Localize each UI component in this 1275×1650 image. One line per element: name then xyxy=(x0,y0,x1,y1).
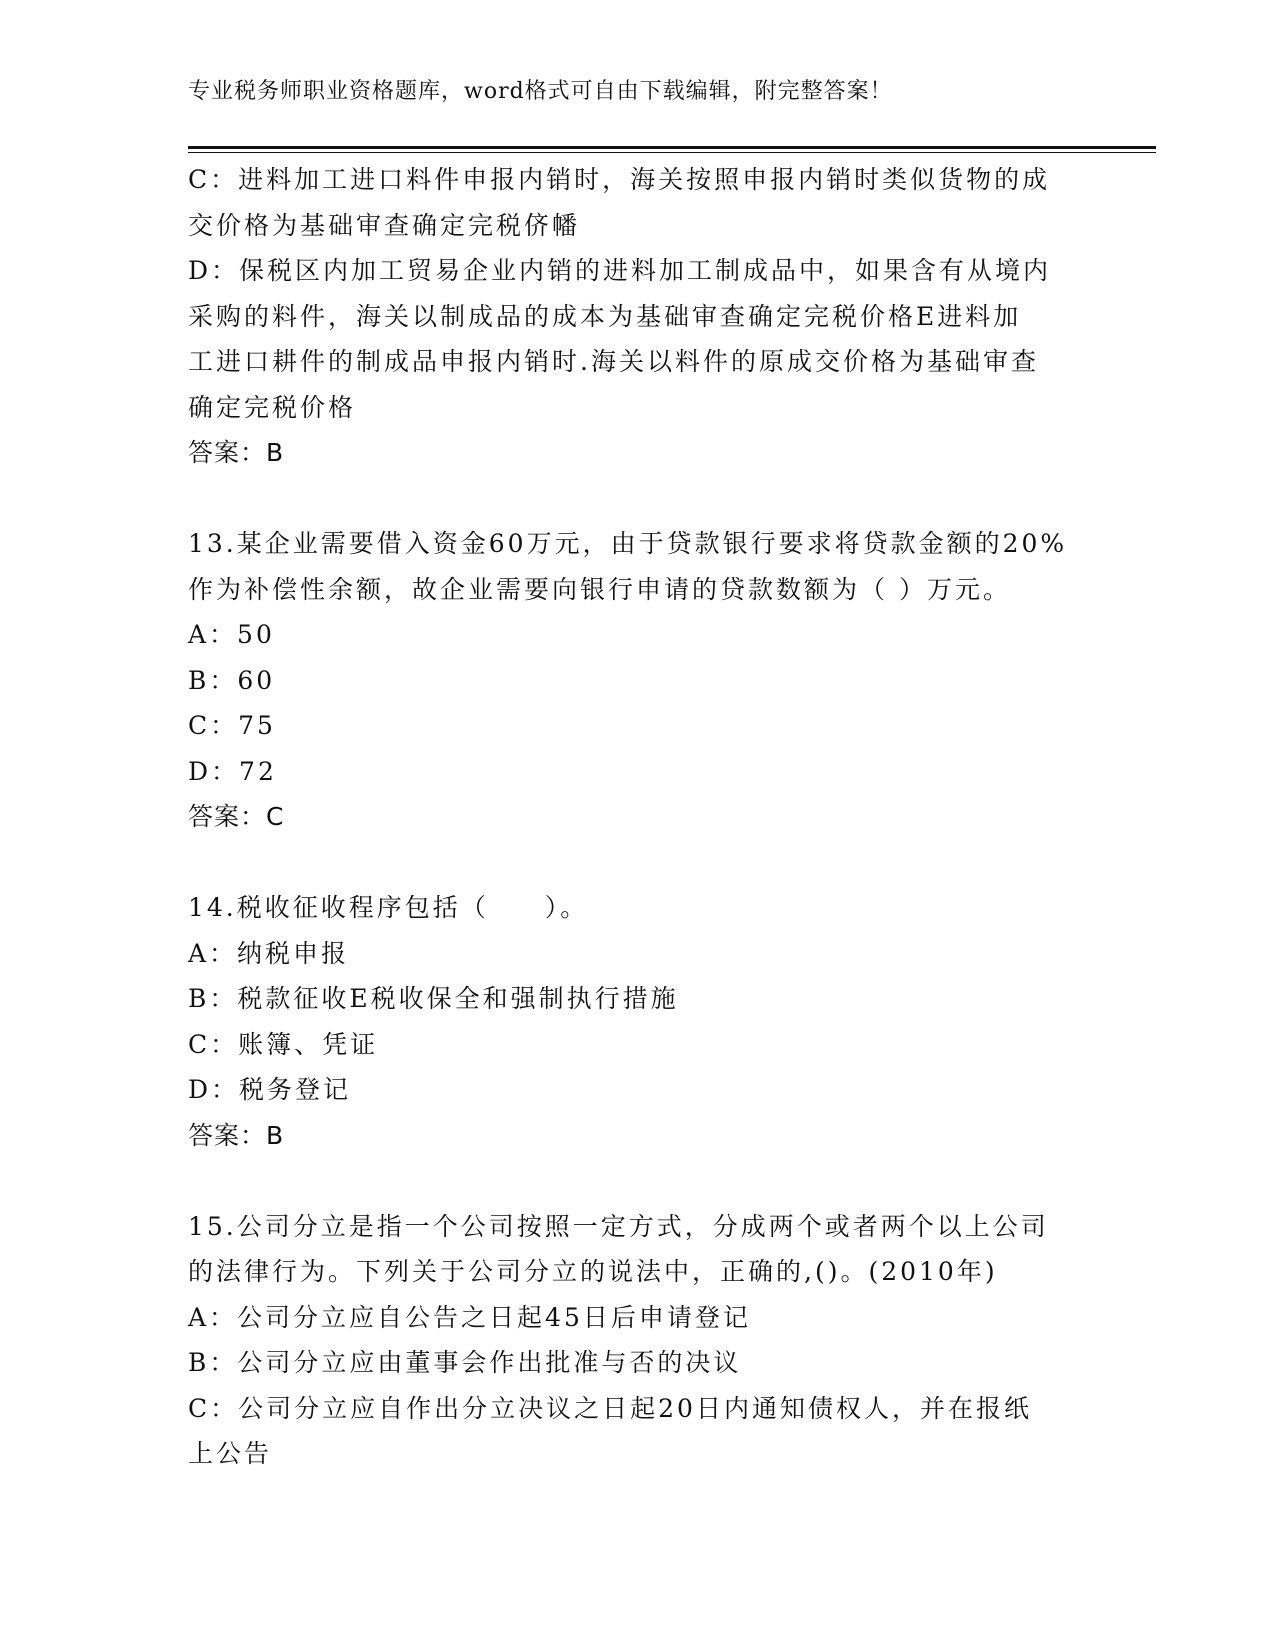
q13-option-b: B：60 xyxy=(188,665,276,695)
q12-option-d-line4: 确定完税价格 xyxy=(188,392,357,422)
spacer xyxy=(188,1158,1088,1204)
q13-stem-line1: 13.某企业需要借入资金60万元，由于贷款银行要求将贷款金额的20% xyxy=(188,529,1068,558)
q13-stem-line2: 作为补偿性余额，故企业需要向银行申请的贷款数额为（ ）万元。 xyxy=(188,574,1011,604)
spacer xyxy=(188,840,1088,886)
q15-option-b: B：公司分立应由董事会作出批准与否的决议 xyxy=(188,1348,742,1377)
q15-option-c-line1: C：公司分立应自作出分立决议之日起20日内通知债权人，并在报纸 xyxy=(188,1393,1032,1423)
q15-stem-line2: 的法律行为。下列关于公司分立的说法中，正确的,()。(2010年) xyxy=(188,1257,998,1286)
q13-option-c: C：75 xyxy=(188,711,276,740)
q14-option-d: D：税务登记 xyxy=(188,1075,352,1104)
q14-option-a: A：纳税申报 xyxy=(188,938,350,968)
q12-answer: 答案：B xyxy=(188,438,285,467)
q14-option-c: C：账簿、凭证 xyxy=(188,1029,379,1059)
q12-option-d-line2: 采购的料件，海关以制成品的成本为基础审查确定完税价格E进料加 xyxy=(188,301,1022,331)
q14-answer: 答案：B xyxy=(188,1120,285,1150)
q15-option-c-line2: 上公告 xyxy=(188,1439,273,1468)
q12-option-c-line1: C：进料加工进口料件申报内销时，海关按照申报内销时类似货物的成 xyxy=(188,165,1051,194)
question-13 xyxy=(188,521,1088,840)
q14-stem: 14.税收征收程序包括（ ）。 xyxy=(188,893,589,922)
q15-stem-line1: 15.公司分立是指一个公司按照一定方式，分成两个或者两个以上公司 xyxy=(188,1211,1049,1241)
question-15 xyxy=(188,1204,1088,1477)
question-12-continued xyxy=(188,157,1088,476)
q12-option-d-line3: 工进口耕件的制成品申报内销时.海关以料件的原成交价格为基础审查 xyxy=(188,347,1039,376)
question-14 xyxy=(188,885,1088,1158)
q13-option-a: A：50 xyxy=(188,620,275,649)
header-divider xyxy=(188,146,1156,153)
q13-answer: 答案：C xyxy=(188,802,285,831)
q13-option-d: D：72 xyxy=(188,756,277,786)
q14-option-b: B：税款征收E税收保全和强制执行措施 xyxy=(188,984,679,1013)
q12-option-c-line2: 交价格为基础审查确定完税侪幡 xyxy=(188,210,581,240)
page-header: 专业税务师职业资格题库，word格式可自由下载编辑，附完整答案！ xyxy=(188,79,893,104)
q12-option-d-line1: D：保税区内加工贸易企业内销的进料加工制成品中，如果含有从境内 xyxy=(188,256,1052,285)
spacer xyxy=(188,476,1088,522)
q15-option-a: A：公司分立应自公告之日起45日后申请登记 xyxy=(188,1302,751,1332)
question-content xyxy=(188,157,1088,1477)
